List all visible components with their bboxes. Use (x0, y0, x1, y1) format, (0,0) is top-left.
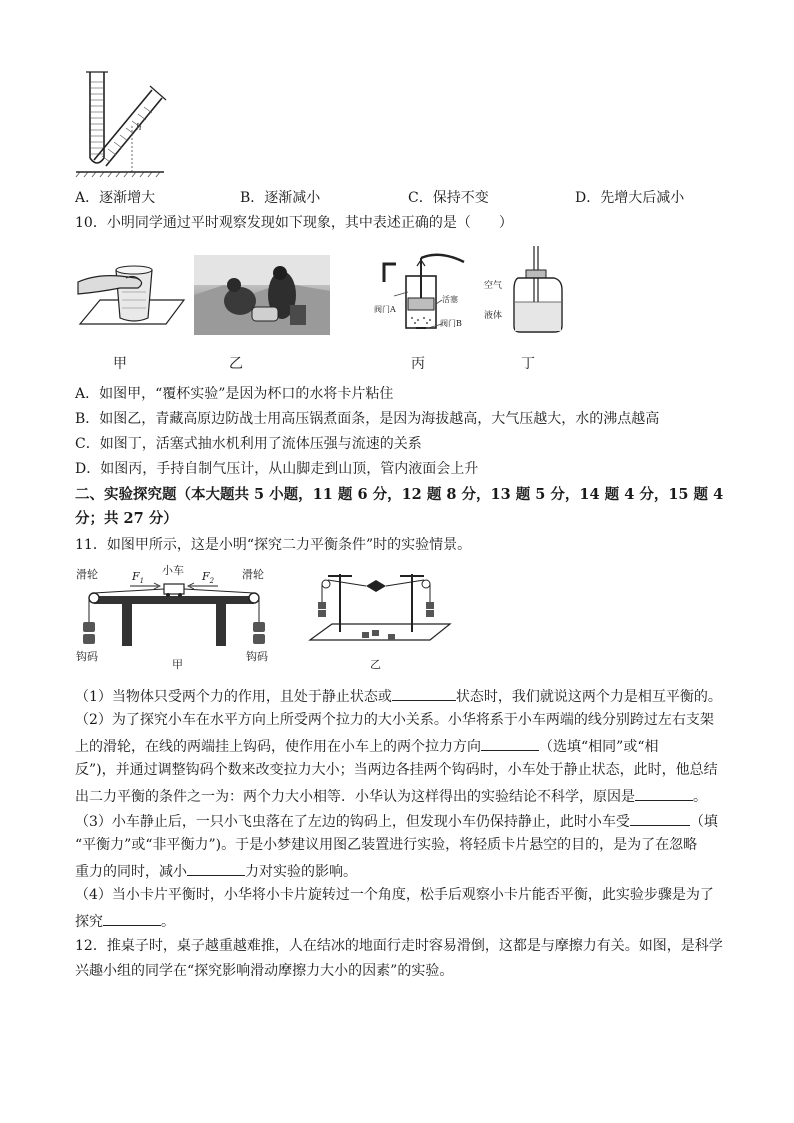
q11-part2-l4b: 。 (693, 789, 707, 805)
q10-caption-yi: 乙 (229, 356, 243, 372)
q9-option-b: B．逐渐减小 (240, 190, 321, 206)
q10-photo-yi (194, 255, 330, 335)
q11-part2-line2 (75, 736, 658, 756)
section2-heading-line1: 二、实验探究题（本大题共 5 小题，11 题 6 分，12 题 8 分，13 题 5 分，14 题 4 分，15 题 4 (75, 486, 724, 503)
f1-label: $F_1$ (132, 570, 145, 585)
q11-part2-line4 (75, 786, 707, 806)
q11-part4-l2a: 探究 (75, 914, 103, 930)
q10-figure-jia (76, 252, 186, 334)
q11-part3-line2: “平衡力”或“非平衡力”)。于是小梦建议用图乙装置进行实验，将轻质卡片悬空的目的，是为了在忽略 (75, 837, 698, 853)
q11-part3-l1a: （3）小车静止后，一只小飞虫落在了左边的钩码上，但发现小车仍保持静止，此时小车受 (75, 814, 630, 830)
q11-part3-l3b: 力对实验的影响。 (245, 864, 357, 880)
q10-caption-ding: 丁 (521, 356, 535, 372)
q11-part1-a: （1）当物体只受两个力的作用，且处于静止状态或 (75, 689, 392, 705)
two-force-cart-drawing (74, 562, 280, 672)
q11-part2-line1: （2）为了探究小车在水平方向上所受两个拉力的大小关系。小华将系于小车两端的线分别跨过左右支架 (75, 712, 714, 728)
q10-option-c: C．如图丁，活塞式抽水机利用了流体压强与流速的关系 (75, 436, 422, 452)
q11-part4-line1: （4）当小卡片平衡时，小华将小卡片旋转过一个角度，松手后观察小卡片能否平衡，此实验步骤是为了 (75, 887, 714, 903)
q11-stem: 11．如图甲所示，这是小明“探究二力平衡条件”时的实验情景。 (75, 537, 472, 553)
q11-part2-line3: 反”)，并通过调整钩码个数来改变拉力大小；当两边各挂两个钩码时，小车处于静止状态，此时，他总结 (75, 762, 718, 778)
q11-blank-2[interactable] (481, 736, 539, 751)
liquid-label: 液体 (484, 311, 503, 321)
q10-option-a: A．如图甲，“覆杯实验”是因为杯口的水将卡片粘住 (75, 386, 394, 402)
q10-stem: 10．小明同学通过平时观察发现如下现象，其中表述正确的是（ ） (75, 215, 513, 231)
cup-card-drawing (76, 252, 186, 334)
valve-b-label: 阀门B (440, 319, 462, 328)
q11-part1-b: 状态时，我们就说这两个力是相互平衡的。 (455, 689, 722, 705)
q11-blank-5[interactable] (187, 861, 245, 876)
q11-part3-l1b: （填 (689, 814, 718, 830)
q11-part3-line3 (75, 861, 357, 881)
barometer-drawing (484, 244, 564, 336)
piston-label: 活塞 (442, 295, 458, 304)
q11-part3-l3a: 重力的同时，减小 (75, 864, 187, 880)
fig-yi-caption: 乙 (370, 658, 381, 671)
q11-part3-line1 (75, 811, 718, 831)
q9-h-label: h (136, 123, 142, 133)
q9-option-a: A．逐渐增大 (75, 190, 156, 206)
piston-pump-drawing (370, 252, 480, 334)
q11-part2-l2b: （选填“相同”或“相 (539, 739, 659, 755)
q10-caption-jia: 甲 (113, 356, 127, 372)
q10-caption-bing: 丙 (411, 356, 425, 372)
q12-line2: 兴趣小组的同学在“探究影响滑动摩擦力大小的因素”的实验。 (75, 963, 454, 979)
soldiers-photo-drawing (194, 255, 330, 335)
q9-option-c: C．保持不变 (408, 190, 489, 206)
q11-blank-3[interactable] (635, 786, 693, 801)
q9-figure (72, 68, 172, 178)
q9-option-d: D．先增大后减小 (575, 190, 685, 206)
q9-tubes-drawing (72, 68, 172, 178)
q11-part1 (75, 686, 722, 706)
f2-label: $F_2$ (202, 570, 215, 585)
q11-figure-jia (74, 562, 280, 672)
q11-part4-line2 (75, 911, 175, 931)
section2-heading-line2: 分；共 27 分） (75, 510, 178, 527)
q10-option-d: D．如图丙，手持自制气压计，从山脚走到山顶，管内液面会上升 (75, 461, 479, 477)
q10-option-b: B．如图乙，青藏高原边防战士用高压锅煮面条，是因为海拔越高，大气压越大，水的沸点越高 (75, 411, 660, 427)
q10-figure-ding (484, 244, 564, 336)
weight-left-label: 钩码 (76, 650, 98, 663)
pulley-left-label: 滑轮 (76, 568, 98, 581)
q10-figure-bing (370, 252, 480, 334)
q11-figure-yi (306, 562, 452, 672)
q11-blank-1[interactable] (392, 686, 456, 701)
air-label: 空气 (484, 281, 503, 291)
card-balance-drawing (306, 562, 452, 672)
q11-part4-l2b: 。 (161, 914, 175, 930)
valve-a-label: 阀门A (374, 305, 396, 314)
cart-label: 小车 (162, 564, 184, 577)
fig-jia-caption: 甲 (172, 658, 183, 671)
q11-part2-l4a: 出二力平衡的条件之一为：两个力大小相等．小华认为这样得出的实验结论不科学，原因是 (75, 789, 635, 805)
pulley-right-label: 滑轮 (242, 568, 264, 581)
weight-right-label: 钩码 (246, 650, 268, 663)
q12-line1: 12．推桌子时，桌子越重越难推，人在结冰的地面行走时容易滑倒，这都是与摩擦力有关。如图，是科学 (75, 938, 723, 954)
q11-part2-l2a: 上的滑轮，在线的两端挂上钩码，使作用在小车上的两个拉力方向 (75, 739, 481, 755)
q11-blank-6[interactable] (103, 911, 161, 926)
q11-blank-4[interactable] (630, 811, 690, 826)
